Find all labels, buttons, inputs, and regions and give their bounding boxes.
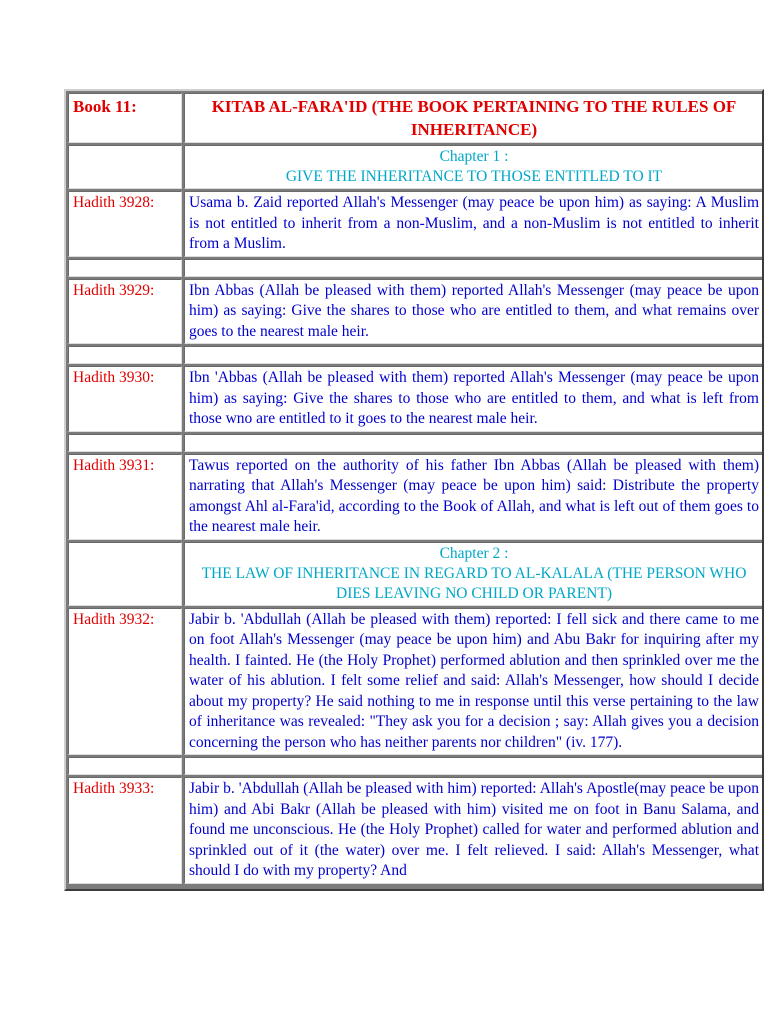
hadith-label: Hadith 3929: (68, 279, 182, 345)
hadith-label: Hadith 3928: (68, 191, 182, 257)
book-header-row (68, 93, 760, 143)
hadith-text: Jabir b. 'Abdullah (Allah be pleased with him) reported: Allah's Apostle(may peace be upon him) and Abi Bakr (Allah be pleased with him) visited me on foot in Banu Salama, and found me unconscious. He (the Holy Prophet) called for water and performed ablution and sprinkled out of it (the water) over me. I felt relieved. I said: Allah's Messenger, what should I do with my property? And (184, 777, 764, 884)
empty-cell (68, 259, 182, 277)
chapter-row (68, 145, 760, 189)
chapter-heading (184, 542, 764, 606)
chapter-number: Chapter 2 : (439, 544, 509, 562)
hadith-text: Jabir b. 'Abdullah (Allah be pleased with them) reported: I fell sick and there came to me on foot Allah's Messenger (may peace be upon him) and Abu Bakr for inquiring after my health. I fainted. He (the Holy Prophet) performed ablution and then sprinkled over me the water of his ablution. I felt some relief and said: Allah's Messenger, how should I decide about my property? He said nothing to me in response until this verse pertaining to the law of inheritance was revealed: "They ask you for a decision ; say: Allah gives you a decision concerning the person who has neither parents nor children" (iv. 177). (184, 608, 764, 756)
book-title: KITAB AL-FARA'ID (THE BOOK PERTAINING TO THE RULES OF INHERITANCE) (184, 93, 764, 143)
hadith-text: Tawus reported on the authority of his father Ibn Abbas (Allah be pleased with them) narrating that Allah's Messenger (may peace be upon him) said: Distribute the property amongst Ahl al-Fara'id, according to the Book of Allah, and what is left out of them goes to the nearest male heir. (184, 454, 764, 540)
empty-cell (184, 434, 764, 452)
chapter-row (68, 542, 760, 606)
empty-cell (184, 346, 764, 364)
chapter-heading (184, 145, 764, 189)
hadith-row (68, 777, 760, 884)
hadith-text: Ibn Abbas (Allah be pleased with them) reported Allah's Messenger (may peace be upon him) as saying: Give the shares to those who are entitled to them, and what remains over goes to the nearest male heir. (184, 279, 764, 345)
hadith-row (68, 191, 760, 257)
hadith-row (68, 279, 760, 345)
empty-cell (68, 542, 182, 606)
spacer-row (68, 757, 760, 775)
chapter-title: GIVE THE INHERITANCE TO THOSE ENTITLED TO IT (285, 168, 663, 185)
spacer-row (68, 434, 760, 452)
book-label: Book 11: (68, 93, 182, 143)
empty-cell (68, 145, 182, 189)
hadith-text: Ibn 'Abbas (Allah be pleased with them) reported Allah's Messenger (may peace be upon him) as saying: Give the shares to those who are entitled to them, and what is left from those wno are entitled to it goes to the nearest male heir. (184, 366, 764, 432)
hadith-label: Hadith 3932: (68, 608, 182, 756)
empty-cell (68, 434, 182, 452)
empty-cell (184, 259, 764, 277)
hadith-row (68, 366, 760, 432)
hadith-table (64, 89, 764, 891)
hadith-label: Hadith 3933: (68, 777, 182, 884)
empty-cell (184, 757, 764, 775)
chapter-number: Chapter 1 : (439, 148, 509, 165)
spacer-row (68, 346, 760, 364)
chapter-title: THE LAW OF INHERITANCE IN REGARD TO AL-KALALA (THE PERSON WHO DIES LEAVING NO CHILD OR PARENT) (201, 564, 747, 602)
hadith-row (68, 454, 760, 540)
empty-cell (68, 346, 182, 364)
hadith-row (68, 608, 760, 756)
hadith-label: Hadith 3930: (68, 366, 182, 432)
empty-cell (68, 757, 182, 775)
hadith-label: Hadith 3931: (68, 454, 182, 540)
spacer-row (68, 259, 760, 277)
hadith-text: Usama b. Zaid reported Allah's Messenger (may peace be upon him) as saying: A Muslim is not entitled to inherit from a non-Muslim, and a non-Muslim is not entitled to inherit from a Muslim. (184, 191, 764, 257)
